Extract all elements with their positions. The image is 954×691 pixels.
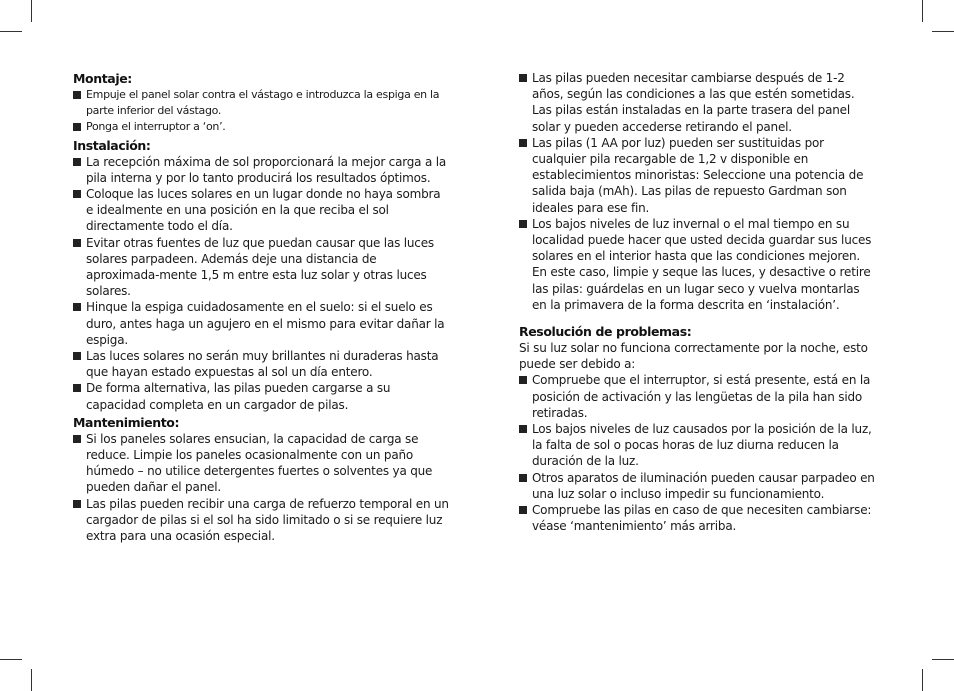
list-item: Compruebe las pilas en caso de que necesiten cambiarse: véase ‘mantenimiento’ más arriba. [519, 502, 875, 534]
crop-mark [0, 659, 22, 660]
list-item: Los bajos niveles de luz causados por la posición de la luz, la falta de sol o pocas horas de luz diurna reducen la duración de la luz. [519, 421, 875, 470]
mantenimiento-list [73, 431, 449, 544]
section-heading-montaje: Montaje: [73, 71, 132, 86]
left-column [73, 70, 449, 544]
list-item: Otros aparatos de iluminación pueden causar parpadeo en una luz solar o incluso impedir su funcionamiento. [519, 470, 875, 502]
right-column [519, 70, 875, 534]
montaje-list [73, 87, 449, 136]
crop-mark [932, 659, 954, 660]
section-heading-mantenimiento: Mantenimiento: [73, 414, 180, 430]
list-item: La recepción máxima de sol proporcionará la mejor carga a la pila interna y por lo tanto producirá los resultados óptimos. [73, 154, 449, 186]
list-item: Empuje el panel solar contra el vástago e introduzca la espiga en la parte inferior del vástago. [73, 87, 449, 119]
list-item: Hinque la espiga cuidadosamente en el suelo: si el suelo es duro, antes haga un agujero en el mismo para evitar dañar la espiga. [73, 299, 449, 348]
section-heading-resolucion: Resolución de problemas: [519, 324, 692, 340]
instalacion-list [73, 154, 449, 413]
batteries-list [519, 70, 875, 313]
list-item: Compruebe que el interruptor, si está presente, está en la posición de activación y las lengüetas de la pila han sido retiradas. [519, 372, 875, 421]
crop-mark [932, 31, 954, 32]
crop-mark [922, 0, 923, 22]
list-item: Evitar otras fuentes de luz que puedan causar que las luces solares parpadeen. Además deje una distancia de aproximada-mente 1,5 m entre esta luz solar y otras luces solares. [73, 235, 449, 300]
list-item: Si los paneles solares ensucian, la capacidad de carga se reduce. Limpie los paneles ocasionalmente con un paño húmedo – no utilice detergentes fuertes o solventes ya que pueden dañar el panel. [73, 431, 449, 496]
list-item: Las luces solares no serán muy brillantes ni duraderas hasta que hayan estado expuestas al sol un día entero. [73, 348, 449, 380]
list-item: Las pilas (1 AA por luz) pueden ser sustituidas por cualquier pila recargable de 1,2 v disponible en establecimientos minoristas: Seleccione una potencia de salida baja (mAh). Las pilas de repuesto Gardman son ideales para ese fin. [519, 135, 875, 216]
troubleshooting-list [519, 372, 875, 534]
crop-mark [0, 31, 22, 32]
list-item: De forma alternativa, las pilas pueden cargarse a su capacidad completa en un cargador de pilas. [73, 380, 449, 412]
crop-mark [922, 669, 923, 691]
list-item: Coloque las luces solares en un lugar donde no haya sombra e idealmente en una posición en la que reciba el sol directamente todo el día. [73, 186, 449, 235]
troubleshooting-intro: Si su luz solar no funciona correctamente por la noche, esto puede ser debido a: [519, 341, 868, 372]
list-item: Las pilas pueden necesitar cambiarse después de 1-2 años, según las condiciones a las que estén sometidas. Las pilas están instaladas en la parte trasera del panel solar y pueden accederse retirando el panel. [519, 70, 875, 135]
crop-mark [31, 669, 32, 691]
list-item: Los bajos niveles de luz invernal o el mal tiempo en su localidad puede hacer que usted decida guardar sus luces solares en el interior hasta que las condiciones mejoren. En este caso, limpie y seque las luces, y desactive o retire las pilas: guárdelas en un lugar seco y vuelva montarlas en la primavera de la forma descrita en ‘instalación’. [519, 216, 875, 313]
section-heading-instalacion: Instalación: [73, 137, 151, 153]
crop-mark [31, 0, 32, 22]
list-item: Las pilas pueden recibir una carga de refuerzo temporal en un cargador de pilas si el sol ha sido limitado o si se requiere luz extra para una ocasión especial. [73, 496, 449, 545]
list-item: Ponga el interruptor a ‘on’. [73, 119, 449, 135]
